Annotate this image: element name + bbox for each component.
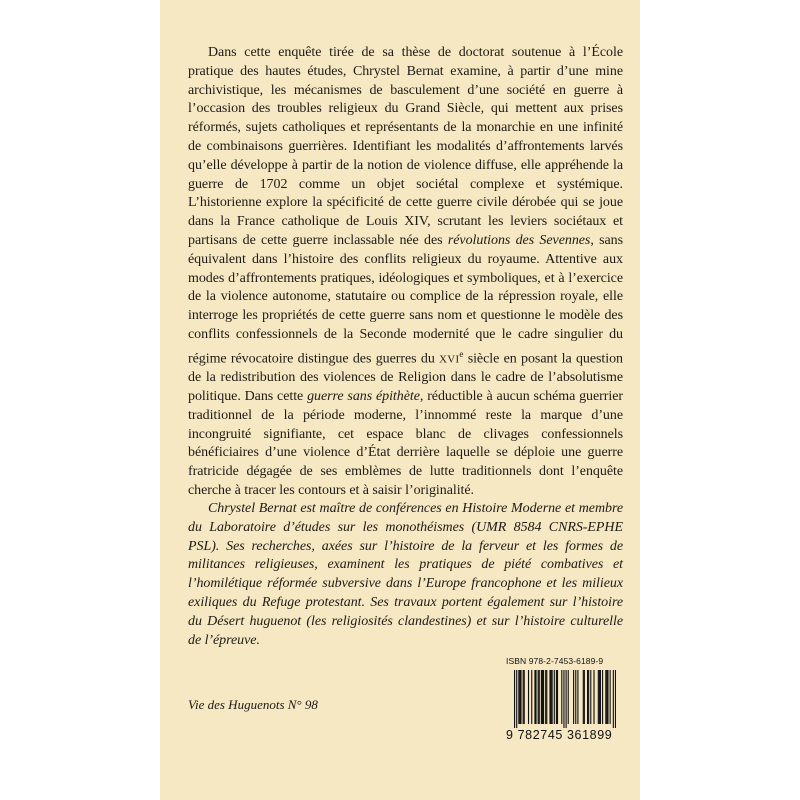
summary-text-1: Dans cette enquête tirée de sa thèse de doctorat soutenue à l’École pratique des hautes études, Chrystel Bernat examine, à partir d’une mine archivistique, les mécanismes de basculement d’une société en guerre à l’occasion des troubles religieux du Grand Siècle, qui mettent aux prises réformés, sujets catholiques et représentants de la monarchie en une infinité de combinaisons guerrières. Identifiant les modalités d’affrontements larvés qu’elle développe à partir de la notion de violence diffuse, elle appréhende la guerre de 1702 comme un objet sociétal complexe et systémique. L’historienne explore la spécificité de cette guerre civile dérobée qui se joue dans la France catholique de Louis XIV, scrutant les leviers sociétaux et partisans de cette guerre inclassable née des — [188, 45, 623, 248]
barcode-bar — [599, 670, 600, 724]
book-summary — [188, 44, 623, 501]
barcode-bar — [543, 670, 544, 724]
barcode-bar — [584, 670, 585, 724]
barcode-bar — [531, 670, 532, 724]
barcode-bar — [605, 670, 606, 724]
barcode-bar — [554, 670, 555, 724]
barcode-image — [514, 670, 616, 728]
barcode-bar — [516, 670, 517, 728]
barcode-bar — [590, 670, 591, 724]
barcode-bar — [535, 670, 536, 724]
barcode-bar — [588, 670, 589, 724]
century-numeral: XVI — [439, 353, 460, 366]
barcode-bar — [615, 670, 616, 728]
century-superscript: e — [459, 348, 464, 359]
barcode-bar — [520, 670, 521, 724]
isbn-barcode-block — [506, 656, 618, 748]
barcode-bar — [607, 670, 608, 724]
barcode-bar — [518, 670, 519, 724]
isbn-label: ISBN 978-2-7453-6189-9 — [506, 656, 604, 666]
summary-emphasis-1: révolutions des Sevennes — [447, 232, 591, 248]
barcode-bar — [541, 670, 542, 724]
barcode-bar — [561, 670, 562, 724]
barcode-bar — [573, 670, 574, 724]
barcode-bar — [610, 670, 611, 724]
barcode-bar — [523, 670, 524, 724]
summary-text-2: , sans équivalent dans l’histoire des conflits religieux du royaume. Attentive aux modes d’affrontements pratiques, idéologiques et symboliques, et à l’exercice de la violence autonome, statutaire ou complice de la répression royale, elle interroge les propriétés de cette guerre sans nom et questionne le modèle des conflits confessionnels de la Seconde modernité que le cadre singulier du régime révocatoire distingue des guerres du — [188, 232, 623, 367]
barcode-bar — [534, 670, 535, 724]
barcode-bar — [539, 670, 540, 724]
series-label: Vie des Huguenots N° 98 — [188, 697, 318, 712]
barcode-bar — [528, 670, 529, 724]
barcode-bar — [606, 670, 607, 724]
barcode-bar — [577, 670, 578, 724]
barcode-bar — [552, 670, 553, 724]
barcode-bar — [575, 670, 576, 724]
barcode-bar — [557, 670, 558, 724]
barcode-bar — [542, 670, 543, 724]
barcode-bar — [556, 670, 557, 724]
barcode-bar — [524, 670, 525, 724]
barcode-bar — [546, 670, 547, 724]
barcode-bar — [593, 670, 594, 724]
author-bio: Chrystel Bernat est maître de conférences en Histoire Moderne et membre du Laboratoire d’études sur les monothéismes (UMR 8584 CNRS-EPHE PSL). Ses recherches, axées sur l’histoire de la ferveur et les formes de militances religieuses, examinent les pratiques de piété combatives et l’homilétique réformée subversive dans l’Europe francophone et les milieux exiliques du Refuge protestant. Ses travaux portent également sur l’histoire du Désert huguenot (les religiosités clandestines) et sur l’histoire culturelle de l’épreuve. — [188, 501, 623, 648]
barcode-bar — [566, 670, 567, 728]
isbn-digits: 9 782745 361899 — [506, 728, 613, 742]
summary-text-4: , réductible à aucun schéma guerrier traditionnel de la période moderne, l’innommé reste la marque d’une incongruité signifiante, cet espace blanc de clivages confessionnels bénéficiaires d’une violence d’État derrière laquelle se déploie une guerre fratricide dégagée de ses emblèmes de lutte traditionnels dont l’enquête cherche à tracer les contours et à saisir l’originalité. — [188, 389, 623, 498]
barcode-bar — [538, 670, 539, 724]
barcode-bar — [514, 670, 515, 728]
barcode-bar — [545, 670, 546, 724]
barcode-bar — [583, 670, 584, 724]
barcode-bar — [600, 670, 601, 724]
summary-emphasis-2: guerre sans épithète — [307, 389, 420, 404]
barcode-bar — [563, 670, 564, 728]
summary-text-3: siècle en posant la question de la redistribution des violences de Religion dans le cadre de l’absolutisme politique. Dans cette — [188, 351, 623, 404]
barcode-bar — [613, 670, 614, 728]
barcode-bar — [568, 670, 569, 724]
barcode-bar — [549, 670, 550, 724]
barcode-bar — [587, 670, 588, 724]
barcode-bar — [519, 670, 520, 724]
barcode-bar — [598, 670, 599, 724]
barcode-bar — [551, 670, 552, 724]
barcode-bar — [602, 670, 603, 724]
